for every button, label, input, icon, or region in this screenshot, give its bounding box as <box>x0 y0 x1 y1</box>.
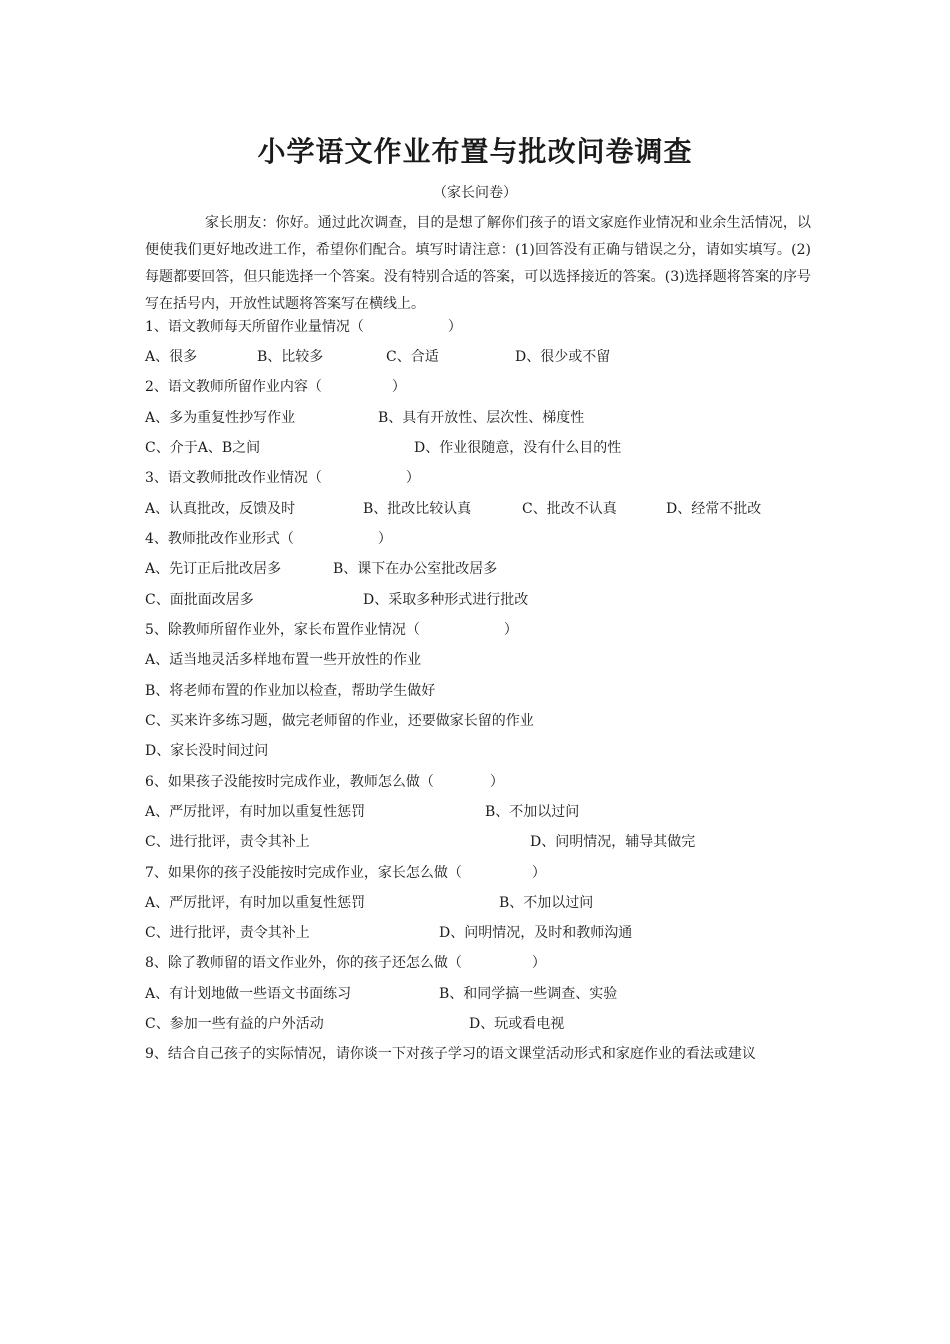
question-3: 3、语文教师批改作业情况（ ） <box>145 470 420 486</box>
q6-option-b: B、不加以过问 <box>485 804 580 820</box>
q8-option-b: B、和同学搞一些调查、实验 <box>439 986 618 1002</box>
q3-option-c: C、批改不认真 <box>522 501 617 517</box>
q1-option-d: D、很少或不留 <box>515 349 611 365</box>
q2-option-d: D、作业很随意，没有什么目的性 <box>414 440 622 456</box>
q7-option-c: C、进行批评，责令其补上 <box>145 925 310 941</box>
question-4: 4、教师批改作业形式（ ） <box>145 531 392 547</box>
q5-option-d: D、家长没时间过问 <box>145 743 269 759</box>
q8-option-a: A、有计划地做一些语文书面练习 <box>145 986 352 1002</box>
question-6: 6、如果孩子没能按时完成作业，教师怎么做（ ） <box>145 774 504 790</box>
q8-option-c: C、参加一些有益的户外活动 <box>145 1016 324 1032</box>
q4-option-b: B、课下在办公室批改居多 <box>333 561 498 577</box>
question-7: 7、如果你的孩子没能按时完成作业，家长怎么做（ ） <box>145 865 546 881</box>
question-5: 5、除教师所留作业外，家长布置作业情况（ ） <box>145 622 518 638</box>
question-1: 1、语文教师每天所留作业量情况（ ） <box>145 319 462 335</box>
q5-option-c: C、买来许多练习题，做完老师留的作业，还要做家长留的作业 <box>145 713 534 729</box>
document-subtitle: （家长问卷） <box>433 185 517 201</box>
q1-option-a: A、很多 <box>145 349 198 365</box>
q1-option-b: B、比较多 <box>257 349 324 365</box>
q5-option-a: A、适当地灵活多样地布置一些开放性的作业 <box>145 652 422 668</box>
question-9: 9、结合自己孩子的实际情况，请你谈一下对孩子学习的语文课堂活动形式和家庭作业的看法或建议 <box>145 1046 756 1062</box>
q2-option-a: A、多为重复性抄写作业 <box>145 410 296 426</box>
q3-option-a: A、认真批改，反馈及时 <box>145 501 296 517</box>
question-8: 8、除了教师留的语文作业外，你的孩子还怎么做（ ） <box>145 955 546 971</box>
q2-option-c: C、介于A、B之间 <box>145 440 261 456</box>
q6-option-a: A、严厉批评，有时加以重复性惩罚 <box>145 804 366 820</box>
q3-option-d: D、经常不批改 <box>666 501 762 517</box>
q5-option-b: B、将老师布置的作业加以检查，帮助学生做好 <box>145 683 436 699</box>
q6-option-d: D、问明情况，辅导其做完 <box>530 834 696 850</box>
q4-option-c: C、面批面改居多 <box>145 592 254 608</box>
q7-option-b: B、不加以过问 <box>499 895 594 911</box>
document-title: 小学语文作业布置与批改问卷调查 <box>257 135 693 168</box>
q7-option-d: D、问明情况，及时和教师沟通 <box>439 925 633 941</box>
q4-option-d: D、采取多种形式进行批改 <box>363 592 529 608</box>
intro-paragraph: 家长朋友：你好。通过此次调查，目的是想了解你们孩子的语文家庭作业情况和业余生活情况，以便使我们更好地改进工作，希望你们配合。填写时请注意：(1)回答没有正确与错误之分，请如实填写。(2)每题都要回答，但只能选择一个答案。没有特别合适的答案，可以选择接近的答案。(3)选择题将答案的序号写在括号内，开放性试题将答案写在横线上。 <box>145 215 811 312</box>
q7-option-a: A、严厉批评，有时加以重复性惩罚 <box>145 895 366 911</box>
q6-option-c: C、进行批评，责令其补上 <box>145 834 310 850</box>
q2-option-b: B、具有开放性、层次性、梯度性 <box>378 410 585 426</box>
question-2: 2、语文教师所留作业内容（ ） <box>145 379 406 395</box>
q3-option-b: B、批改比较认真 <box>363 501 472 517</box>
q4-option-a: A、先订正后批改居多 <box>145 561 282 577</box>
q8-option-d: D、玩或看电视 <box>469 1016 565 1032</box>
q1-option-c: C、合适 <box>386 349 439 365</box>
